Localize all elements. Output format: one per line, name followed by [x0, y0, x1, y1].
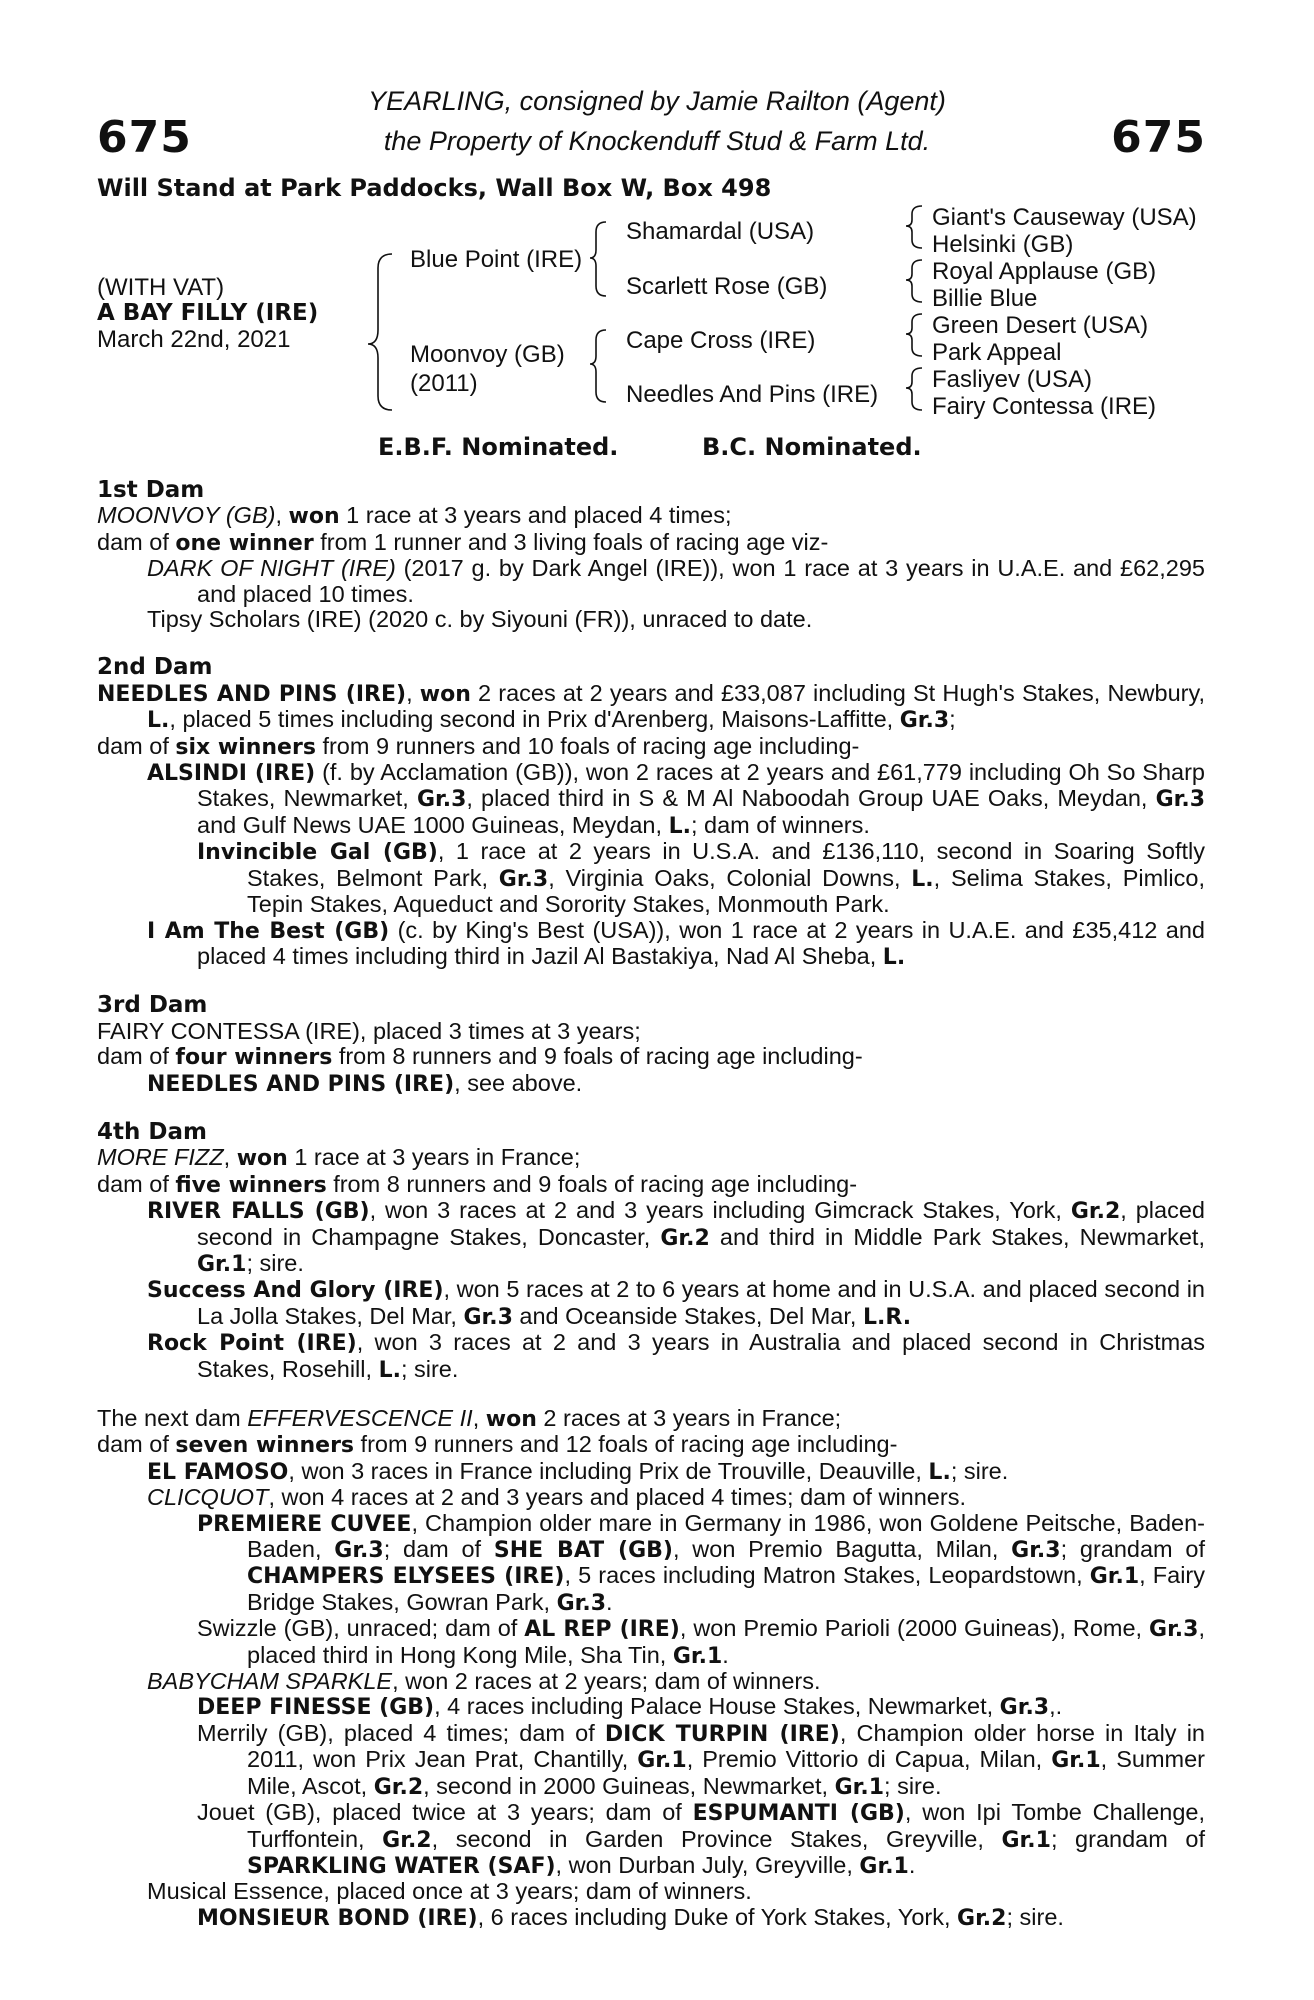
- dam-sire: Cape Cross (IRE): [626, 327, 816, 354]
- dd-dam: Fairy Contessa (IRE): [932, 393, 1157, 420]
- section-heading: 4th Dam: [97, 1118, 207, 1145]
- ds-sire: Green Desert (USA): [932, 312, 1149, 339]
- dam-record: MORE FIZZ, won 1 race at 3 years in France;: [97, 1144, 581, 1172]
- consignor-line: YEARLING, consigned by Jamie Railton (Agent): [368, 86, 946, 116]
- fourth-dam-section: [97, 1120, 1205, 1383]
- first-dam-section: [97, 478, 1205, 632]
- produce-entry: Success And Glory (IRE), won 5 races at 2 to 6 years at home and in U.S.A. and placed second in La Jolla Stakes, Del Mar, Gr.3 and Oceanside Stakes, Del Mar, L.R.: [147, 1276, 1205, 1330]
- stand-location: Will Stand at Park Paddocks, Wall Box W, Box 498: [97, 174, 772, 202]
- dd-sire: Fasliyev (USA): [932, 366, 1093, 393]
- produce-summary: dam of four winners from 8 runners and 9 foals of racing age including-: [97, 1043, 863, 1071]
- bc-nomination: B.C. Nominated.: [702, 433, 922, 461]
- produce-entry: Tipsy Scholars (IRE) (2020 c. by Siyouni (FR)), unraced to date.: [147, 606, 813, 633]
- produce-entry: DEEP FINESSE (GB), 4 races including Palace House Stakes, Newmarket, Gr.3,.: [197, 1693, 1063, 1721]
- sire-sire: Shamardal (USA): [626, 218, 815, 245]
- produce-entry: ALSINDI (IRE) (f. by Acclamation (GB)), won 2 races at 2 years and £61,779 including Oh So Sharp Stakes, Newmarket, Gr.3, placed third in S & M Al Naboodah Group UAE Oaks, Meydan, Gr.3 and Gulf News UAE 1000 Guineas, Meydan, L.; dam of winners.: [147, 759, 1205, 839]
- sd-sire: Royal Applause (GB): [932, 258, 1157, 285]
- produce-summary: dam of six winners from 9 runners and 10 foals of racing age including-: [97, 732, 860, 760]
- produce-entry: Musical Essence, placed once at 3 years; dam of winners.: [147, 1878, 752, 1905]
- produce-entry: BABYCHAM SPARKLE, won 2 races at 2 years; dam of winners.: [147, 1668, 821, 1695]
- produce-entry: EL FAMOSO, won 3 races in France including Prix de Trouville, Deauville, L.; sire.: [147, 1457, 1009, 1485]
- ds-dam: Park Appeal: [932, 339, 1062, 366]
- produce-summary: dam of seven winners from 9 runners and 12 foals of racing age including-: [97, 1431, 898, 1459]
- ebf-nomination: E.B.F. Nominated.: [378, 433, 619, 461]
- dam-record: FAIRY CONTESSA (IRE), placed 3 times at 3 years;: [97, 1017, 641, 1044]
- produce-entry: PREMIERE CUVEE, Champion older mare in Germany in 1986, won Goldene Peitsche, Baden-Baden, Gr.3; dam of SHE BAT (GB), won Premio Bagutta, Milan, Gr.3; grandam of CHAMPERS ELYSEES (IRE), 5 races including Matron Stakes, Leopardstown, Gr.1, Fairy Bridge Stakes, Gowran Park, Gr.3.: [197, 1509, 1205, 1616]
- produce-entry: I Am The Best (GB) (c. by King's Best (USA)), won 1 race at 2 years in U.A.E. and £35,412 and placed 4 times including third in Jazil Al Bastakiya, Nad Al Sheba, L.: [147, 916, 1205, 970]
- produce-entry: CLICQUOT, won 4 races at 2 and 3 years and placed 4 times; dam of winners.: [147, 1484, 966, 1511]
- produce-entry: MONSIEUR BOND (IRE), 6 races including Duke of York Stakes, York, Gr.2; sire.: [197, 1903, 1064, 1931]
- lot-number-left: 675: [97, 112, 192, 163]
- vat-note: (WITH VAT): [97, 274, 225, 301]
- foaling-date: March 22nd, 2021: [97, 326, 291, 353]
- produce-entry: Merrily (GB), placed 4 times; dam of DICK TURPIN (IRE), Champion older horse in Italy in 2011, won Prix Jean Prat, Chantilly, Gr.1, Premio Vittorio di Capua, Milan, Gr.1, Summer Mile, Ascot, Gr.2, second in 2000 Guineas, Newmarket, Gr.1; sire.: [197, 1719, 1206, 1800]
- second-dam-section: [97, 655, 1205, 970]
- produce-entry: RIVER FALLS (GB), won 3 races at 2 and 3 years including Gimcrack Stakes, York, Gr.2, placed second in Champagne Stakes, Doncaster, Gr.2 and third in Middle Park Stakes, Newmarket, Gr.1; sire.: [147, 1197, 1205, 1277]
- dam: Moonvoy (GB): [410, 341, 565, 368]
- section-heading: 2nd Dam: [97, 654, 213, 681]
- produce-entry: NEEDLES AND PINS (IRE), see above.: [147, 1069, 583, 1097]
- dam-dam: Needles And Pins (IRE): [626, 381, 879, 408]
- horse-name: A BAY FILLY (IRE): [97, 300, 319, 326]
- sd-dam: Billie Blue: [932, 285, 1038, 312]
- lot-number-right: 675: [1111, 112, 1206, 163]
- next-dam-section: [97, 1406, 1205, 1931]
- sire: Blue Point (IRE): [410, 246, 583, 273]
- ss-dam: Helsinki (GB): [932, 231, 1074, 258]
- produce-entry: DARK OF NIGHT (IRE) (2017 g. by Dark Angel (IRE)), won 1 race at 3 years in U.A.E. and £62,295 and placed 10 times.: [147, 555, 1205, 607]
- section-heading: 3rd Dam: [97, 992, 208, 1019]
- produce-summary: dam of one winner from 1 runner and 3 living foals of racing age viz-: [97, 528, 829, 556]
- produce-summary: dam of five winners from 8 runners and 9 foals of racing age including-: [97, 1170, 858, 1198]
- produce-entry: Rock Point (IRE), won 3 races at 2 and 3 years in Australia and placed second in Christmas Stakes, Rosehill, L.; sire.: [147, 1329, 1205, 1383]
- dam-record: The next dam EFFERVESCENCE II, won 2 races at 3 years in France;: [97, 1405, 842, 1432]
- property-line: the Property of Knockenduff Stud & Farm Ltd.: [383, 126, 931, 156]
- produce-entry: Jouet (GB), placed twice at 3 years; dam of ESPUMANTI (GB), won Ipi Tombe Challenge, Turffontein, Gr.2, second in Garden Province Stakes, Greyville, Gr.1; grandam of SPARKLING WATER (SAF), won Durban July, Greyville, Gr.1.: [197, 1799, 1206, 1879]
- produce-entry: Invincible Gal (GB), 1 race at 2 years in U.S.A. and £136,110, second in Soaring Softly Stakes, Belmont Park, Gr.3, Virginia Oaks, Colonial Downs, L., Selima Stakes, Pimlico, Tepin Stakes, Aqueduct and Sorority Stakes, Monmouth Park.: [197, 838, 1206, 918]
- third-dam-section: [97, 993, 1205, 1097]
- sire-dam: Scarlett Rose (GB): [626, 273, 828, 300]
- ss-sire: Giant's Causeway (USA): [932, 204, 1197, 231]
- catalogue-body: [97, 478, 1205, 1931]
- dam-year: (2011): [410, 370, 478, 397]
- dam-record: NEEDLES AND PINS (IRE), won 2 races at 2 years and £33,087 including St Hugh's Stakes, Newbury, L., placed 5 times including second in Prix d'Arenberg, Maisons-Laffitte, Gr.3;: [97, 679, 1205, 734]
- dam-record: MOONVOY (GB), won 1 race at 3 years and placed 4 times;: [97, 502, 732, 530]
- produce-entry: Swizzle (GB), unraced; dam of AL REP (IRE), won Premio Parioli (2000 Guineas), Rome, Gr.3, placed third in Hong Kong Mile, Sha Tin, Gr.1.: [197, 1615, 1205, 1669]
- section-heading: 1st Dam: [97, 477, 205, 503]
